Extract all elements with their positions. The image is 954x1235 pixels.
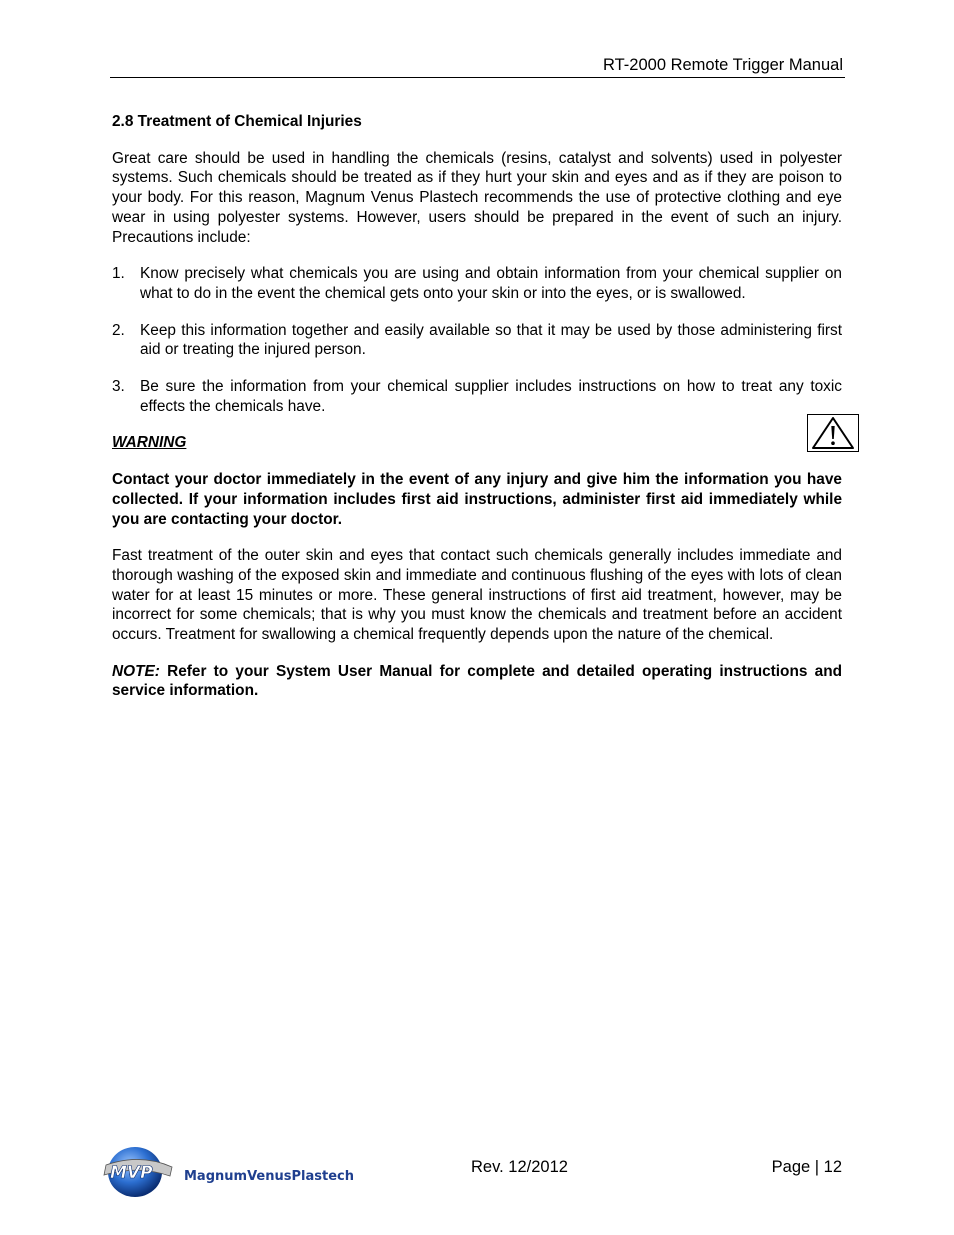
precautions-list <box>112 264 842 416</box>
section-heading: 2.8 Treatment of Chemical Injuries <box>112 113 362 130</box>
note-paragraph <box>112 662 842 701</box>
first-aid-paragraph: Fast treatment of the outer skin and eyes that contact such chemicals generally includes immediate and thorough washing of the exposed skin and immediate and continuous flushing of the eyes with lots of clean water for at least 15 minutes or more. These general instructions of first aid treatment, however, may be incorrect for some chemicals; that is why you must know the chemicals and treatment before an accident occurs. Treatment for swallowing a chemical frequently depends upon the nature of the chemical. <box>112 547 842 644</box>
list-item-text: Keep this information together and easily available so that it may be used by those administering first aid or treating the injured person. <box>140 321 842 359</box>
note-text: Refer to your System User Manual for complete and detailed operating instructions and service information. <box>112 662 842 700</box>
warning-heading: WARNING <box>112 434 187 452</box>
document-title: RT-2000 Remote Trigger Manual <box>603 56 843 74</box>
list-item-text: Know precisely what chemicals you are using and obtain information from your chemical supplier on what to do in the event the chemical gets onto your skin or into the eyes, or is swallowed. <box>140 265 842 302</box>
warning-block <box>112 433 842 453</box>
header-divider <box>110 77 845 78</box>
page-content <box>112 112 842 701</box>
revision-label: Rev. 12/2012 <box>471 1158 568 1176</box>
warning-triangle-icon <box>807 414 859 452</box>
page-number: Page | 12 <box>771 1158 842 1176</box>
list-item <box>112 377 842 416</box>
company-logo <box>100 1145 390 1200</box>
list-item-number: 3. <box>112 378 125 396</box>
intro-paragraph: Great care should be used in handling the chemicals (resins, catalyst and solvents) used in polyester systems. Such chemicals should be treated as if they hurt your skin and eyes and as if they are poison to your body. For this reason, Magnum Venus Plastech recommends the use of protective clothing and eye wear in using polyester systems. However, users should be prepared in the event of such an injury. Precautions include: <box>112 149 842 246</box>
warning-text: Contact your doctor immediately in the event of any injury and give him the information you have collected. If your information includes first aid instructions, administer first aid immediately while you are contacting your doctor. <box>112 471 842 528</box>
list-item-number: 2. <box>112 321 125 339</box>
logo-wordmark: MagnumVenusPlastech <box>184 1169 354 1184</box>
list-item-text: Be sure the information from your chemical supplier includes instructions on how to treat any toxic effects the chemicals have. <box>140 378 842 415</box>
note-label: NOTE: <box>112 662 160 680</box>
list-item <box>112 264 842 303</box>
logo-initials: MVP <box>110 1163 153 1183</box>
list-item <box>112 321 842 360</box>
list-item-number: 1. <box>112 265 125 283</box>
